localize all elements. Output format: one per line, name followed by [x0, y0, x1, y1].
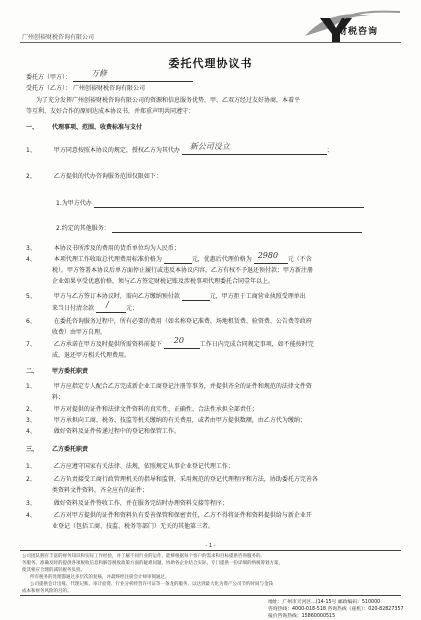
s1-item-1-text: 甲方同意按照本协议的规定，授权乙方为其代办	[53, 147, 180, 154]
s1-item-4-text: 本项代理工作收取总代理费用标准价格为	[53, 256, 162, 263]
section-1-number: 一、	[26, 124, 39, 131]
s1-sub-2-field	[112, 225, 362, 233]
footer-hotline-2: 报价咨询热线：15860000515	[268, 614, 336, 619]
s1-item-5	[26, 293, 306, 301]
s1-item-5-text: 甲方与乙方签订本协议时，需向乙方缴纳预付款	[53, 293, 180, 300]
s1-item-4-cont-1: 税）。甲方签署本协议后单方面停止履行或违反本协议内容，乙方有权不予退还预付款；甲方新注册	[52, 267, 314, 274]
s2-item-1-text: 甲方应指定专人配合乙方完成新企业工商登记注册等事务，并提供齐全的证件和规范的法律文件资	[53, 383, 312, 390]
s1-item-4-field-a	[164, 256, 192, 264]
page-number: - 1 -	[205, 543, 216, 549]
s2-item-2-text: 甲方对提供的证件和法律文件资料的真实性、正确性、合法性承担全部责任；	[53, 406, 258, 413]
s1-item-3-text: 本协议书所涉及的费用的货币单位均为人民币；	[53, 245, 180, 252]
s2-item-1-num: 1、	[26, 383, 36, 390]
s1-item-1-field	[182, 142, 327, 155]
s2-item-1	[26, 383, 312, 391]
footer-line-2: 务服务。准确及时的提供各项税收信息和解答税收政策方面的疑难问题，协助各企业结合实际，专门提供一份详细的纳税筹划方案，	[22, 561, 283, 566]
s1-item-4-num: 4、	[26, 256, 36, 263]
s1-item-5-balance-field	[96, 300, 126, 313]
s1-item-2-num: 2、	[26, 173, 36, 180]
section-3-number: 三、	[26, 446, 39, 453]
s3-item-2-cont: 类资料文件资料，齐全应有的证件；	[52, 487, 149, 494]
s1-item-4	[26, 251, 312, 264]
section-3-title: 乙方委托职责	[52, 446, 89, 453]
s2-item-4-num: 4、	[26, 428, 36, 435]
s1-item-6-cont: 收费）由甲方自理。	[52, 329, 107, 336]
s3-item-4	[26, 512, 312, 520]
s1-item-4-cont-2: 企业如果享受优惠价格，须与乙方签定财税记账及涉税事项代理委托合同壹年以上。	[52, 278, 275, 285]
s1-item-7-end: 工作日内完成合同规定事项，如不能按时完	[199, 341, 314, 348]
s1-item-2	[26, 173, 162, 181]
s2-item-3	[26, 417, 306, 425]
s2-item-4	[26, 428, 180, 436]
s1-item-4-end: 元（不含	[287, 256, 312, 263]
footer-divider-2	[20, 595, 401, 596]
s1-sub-1-text: 1.为甲方代办	[56, 200, 92, 207]
party-a-sign-field	[73, 69, 193, 82]
s1-sub-2-text: 2.约定的其他服务：	[56, 225, 110, 232]
s1-item-1-num: 1、	[26, 147, 36, 154]
logo-text: 财税咨询	[338, 27, 379, 37]
s2-item-4-text: 做好资料及证件传递过程中的登记和保管工作。	[53, 428, 180, 435]
s1-item-5-fill: /	[105, 300, 109, 309]
s2-item-1-cont: 料；	[52, 394, 65, 401]
s1-item-5-end: 元；	[125, 305, 138, 312]
s1-item-1-end: ；	[326, 147, 333, 154]
s1-item-3-num: 3、	[26, 245, 36, 252]
party-a-line	[26, 69, 193, 82]
s1-item-7	[26, 336, 314, 349]
s1-item-4-text-2: 元，优惠后代理价格为	[191, 256, 252, 263]
s1-item-2-text: 乙方提供的代办咨询服务范围仅限如下：	[53, 173, 162, 180]
s1-item-5-num: 5、	[26, 293, 36, 300]
s1-item-6	[26, 318, 312, 326]
footer-line-1: 公司团队拥有丰富的财务知识和实际工作经验，并了解不同行业的运作，能够根据每个客户的需求和目标提供咨询服务的。	[22, 554, 265, 559]
intro-line-2: 等互利、友好合作的原则达成本协议书，并郑重声明共同遵守：	[26, 108, 195, 115]
footer-hotline: 咨询热线：4000-018-518 咨询热线（座机）：020-82827357	[268, 607, 404, 612]
footer-address: 地址：广州市天河区...(14-15号 邮政编码：510000	[268, 600, 381, 605]
section-1-heading	[26, 124, 142, 132]
intro-line-1: 为了充分发挥广州创裕财税咨询有限公司的资源和信息服务优势，甲、乙双方经过友好协商，本着平	[36, 97, 301, 104]
s1-item-7-num: 7、	[26, 341, 36, 348]
s2-item-2-num: 2、	[26, 406, 36, 413]
s3-item-3	[26, 500, 228, 508]
footer-line-4: 所有税务的处理都通过多层次的复核，并最终经注册会计师审阅通过。	[30, 575, 170, 580]
header-company-name: 广州创裕财税咨询有限公司	[22, 34, 95, 41]
footer-divider	[20, 550, 401, 551]
footer-line-3: 使其相应合理的减轻税务负担。	[22, 568, 85, 573]
s1-item-1	[26, 142, 333, 155]
s1-item-3	[26, 245, 180, 253]
s3-item-1-num: 1、	[26, 463, 36, 470]
s1-item-7-field	[164, 336, 200, 349]
s3-item-2	[26, 476, 318, 484]
s3-item-1	[26, 463, 234, 471]
s3-item-3-text: 做好资料及证件签收工作，并在服务完结时办理资料交接等程序；	[53, 500, 228, 507]
s1-item-5-text-2: 元，甲方拒于工商营业执照受理单出	[209, 293, 306, 300]
s1-item-5-cont-text: 来当日付清余款	[52, 305, 95, 312]
footer-line-6: 成本和财务风险的目的。	[22, 589, 72, 594]
s1-item-2-sub-2	[56, 225, 362, 233]
s3-item-4-text: 乙方对甲方提供的证件和资料负有妥善保管和保密责任，乙方不得将证件和资料提供给与新企业开	[53, 512, 312, 519]
document-title: 委托代理协议书	[168, 57, 253, 70]
s2-item-2	[26, 406, 258, 414]
s2-item-3-text: 甲方承担向工商、税务、技监等机关缴纳的有关费用，或者由甲方提供数额，由乙方代为缴纳；	[53, 417, 306, 424]
section-2-number: 二、	[26, 368, 39, 375]
footer-line-5: 公司提供会计出账、代理记账、审计验资、行业分析经营许可证等一条龙的服务，以达到最大化为资产公司节约时间与金钱	[30, 582, 273, 587]
s1-sub-1-field	[94, 200, 364, 208]
party-a-signature: 万修	[90, 69, 107, 78]
s1-item-7-cont: 成，退还甲方相关代理费用。	[52, 352, 131, 359]
s1-item-4-fill: 2980	[257, 251, 279, 260]
party-b-line	[26, 85, 145, 93]
party-a-label: 委托方（甲方）：	[26, 74, 72, 81]
section-2-heading	[26, 368, 88, 376]
s1-item-1-fill: 新公司设立	[189, 142, 230, 151]
s1-item-7-text: 乙方承诺在甲方及时提供所需资料前提下	[53, 341, 162, 348]
s1-item-5-cont	[52, 300, 138, 313]
s3-item-3-num: 3、	[26, 500, 36, 507]
s1-item-5-field	[182, 293, 210, 301]
s3-item-2-text: 乙方负责接受工商行政管理机关的指导和监督，采用规范的登记代理程序和方法，协助委托方完善各	[53, 476, 318, 483]
s2-item-3-num: 3、	[26, 417, 36, 424]
s1-item-6-text: 在委托咨询服务过程中，所有必要的费用（如名称登记准费、场地租赁费、验资费、公告费等政府	[53, 318, 312, 325]
s3-item-4-cont: 业登记（包括工商、技监、税务等部门）无关的其他第三者。	[52, 523, 215, 530]
section-3-heading	[26, 446, 88, 454]
s3-item-1-text: 乙方应遵守国家有关法律、法规，依照规定从事企业登记代理工作；	[53, 463, 234, 470]
s1-item-6-num: 6、	[26, 318, 36, 325]
section-1-title: 代理事项、范围、收费标准与支付	[52, 124, 143, 131]
s1-item-7-fill: 20	[173, 336, 184, 345]
party-b-name: 广州创裕财税咨询有限公司	[72, 85, 145, 92]
party-b-label: 受托方（乙方）：	[26, 85, 72, 92]
s1-item-4-field-b	[254, 251, 288, 264]
s3-item-2-num: 2、	[26, 476, 36, 483]
s1-item-2-sub-1	[56, 200, 364, 208]
s3-item-4-num: 4、	[26, 512, 36, 519]
section-2-title: 甲方委托职责	[52, 368, 89, 375]
